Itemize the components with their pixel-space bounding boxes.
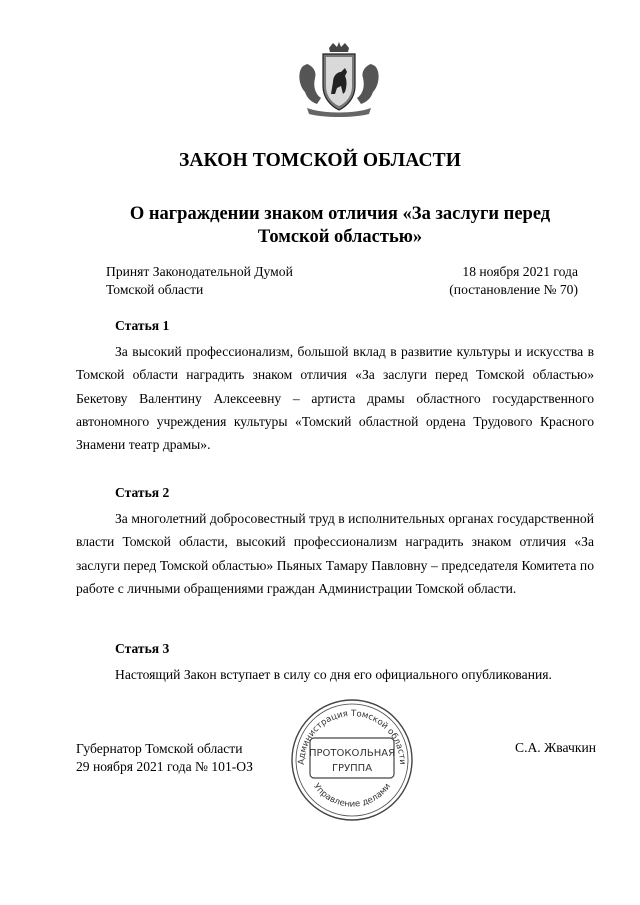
official-stamp xyxy=(286,694,418,826)
adoption-date-block xyxy=(420,263,578,298)
signatory-name: С.А. Жвачкин xyxy=(515,740,596,755)
adoption-body xyxy=(106,263,293,298)
article-text: Настоящий Закон вступает в силу со дня его официального опубликования. xyxy=(115,667,552,682)
adoption-body-line-1: Принят Законодательной Думой xyxy=(106,264,293,279)
article-2 xyxy=(76,485,594,600)
article-text: За многолетний добросовестный труд в исполнительных органах государственной власти Томской области, высокий профессионализм наградить знаком отличия «За заслуги перед Томской областью» Пьяных Тамару Павловну – председателя Комитета по работе с личными обращениями граждан Администрации Томской области. xyxy=(76,511,594,596)
stamp-outer-bottom-text: Управление делами xyxy=(311,781,393,810)
article-heading: Статья 3 xyxy=(115,641,170,656)
subtitle-line-1: О награждении знаком отличия «За заслуги перед xyxy=(129,204,551,224)
article-1 xyxy=(76,318,594,456)
subtitle-line-2: Томской областью» xyxy=(257,227,423,247)
stamp-inner-line-2: ГРУППА xyxy=(331,763,373,774)
adoption-body-line-2: Томской области xyxy=(106,281,204,297)
law-title: ЗАКОН ТОМСКОЙ ОБЛАСТИ xyxy=(178,150,462,171)
signatory-position: Губернатор Томской области xyxy=(76,741,243,756)
signature-block xyxy=(76,740,253,775)
coat-of-arms-icon xyxy=(293,42,385,118)
article-text: За высокий профессионализм, большой вклад в развитие культуры и искусства в Томской области наградить знаком отличия «За заслуги перед Томской областью» Бекетову Валентину Алексеевну – артиста драмы областного государственного автономного учреждения культуры «Томский областной ордена Трудового Красного Знамени театр драмы». xyxy=(76,344,594,453)
adoption-date: 18 ноября 2021 года xyxy=(462,264,578,279)
article-heading: Статья 1 xyxy=(115,318,170,333)
article-heading: Статья 2 xyxy=(115,485,170,500)
svg-text:Управление делами xyxy=(311,782,393,810)
article-3 xyxy=(76,641,594,686)
law-date-number: 29 ноября 2021 года № 101-ОЗ xyxy=(76,758,253,774)
stamp-inner-line-1: ПРОТОКОЛЬНАЯ xyxy=(308,748,396,759)
adoption-resolution: (постановление № 70) xyxy=(449,281,578,297)
stamp-outer-top-text: Администрация Томской области xyxy=(296,708,408,766)
law-subtitle xyxy=(80,203,600,249)
